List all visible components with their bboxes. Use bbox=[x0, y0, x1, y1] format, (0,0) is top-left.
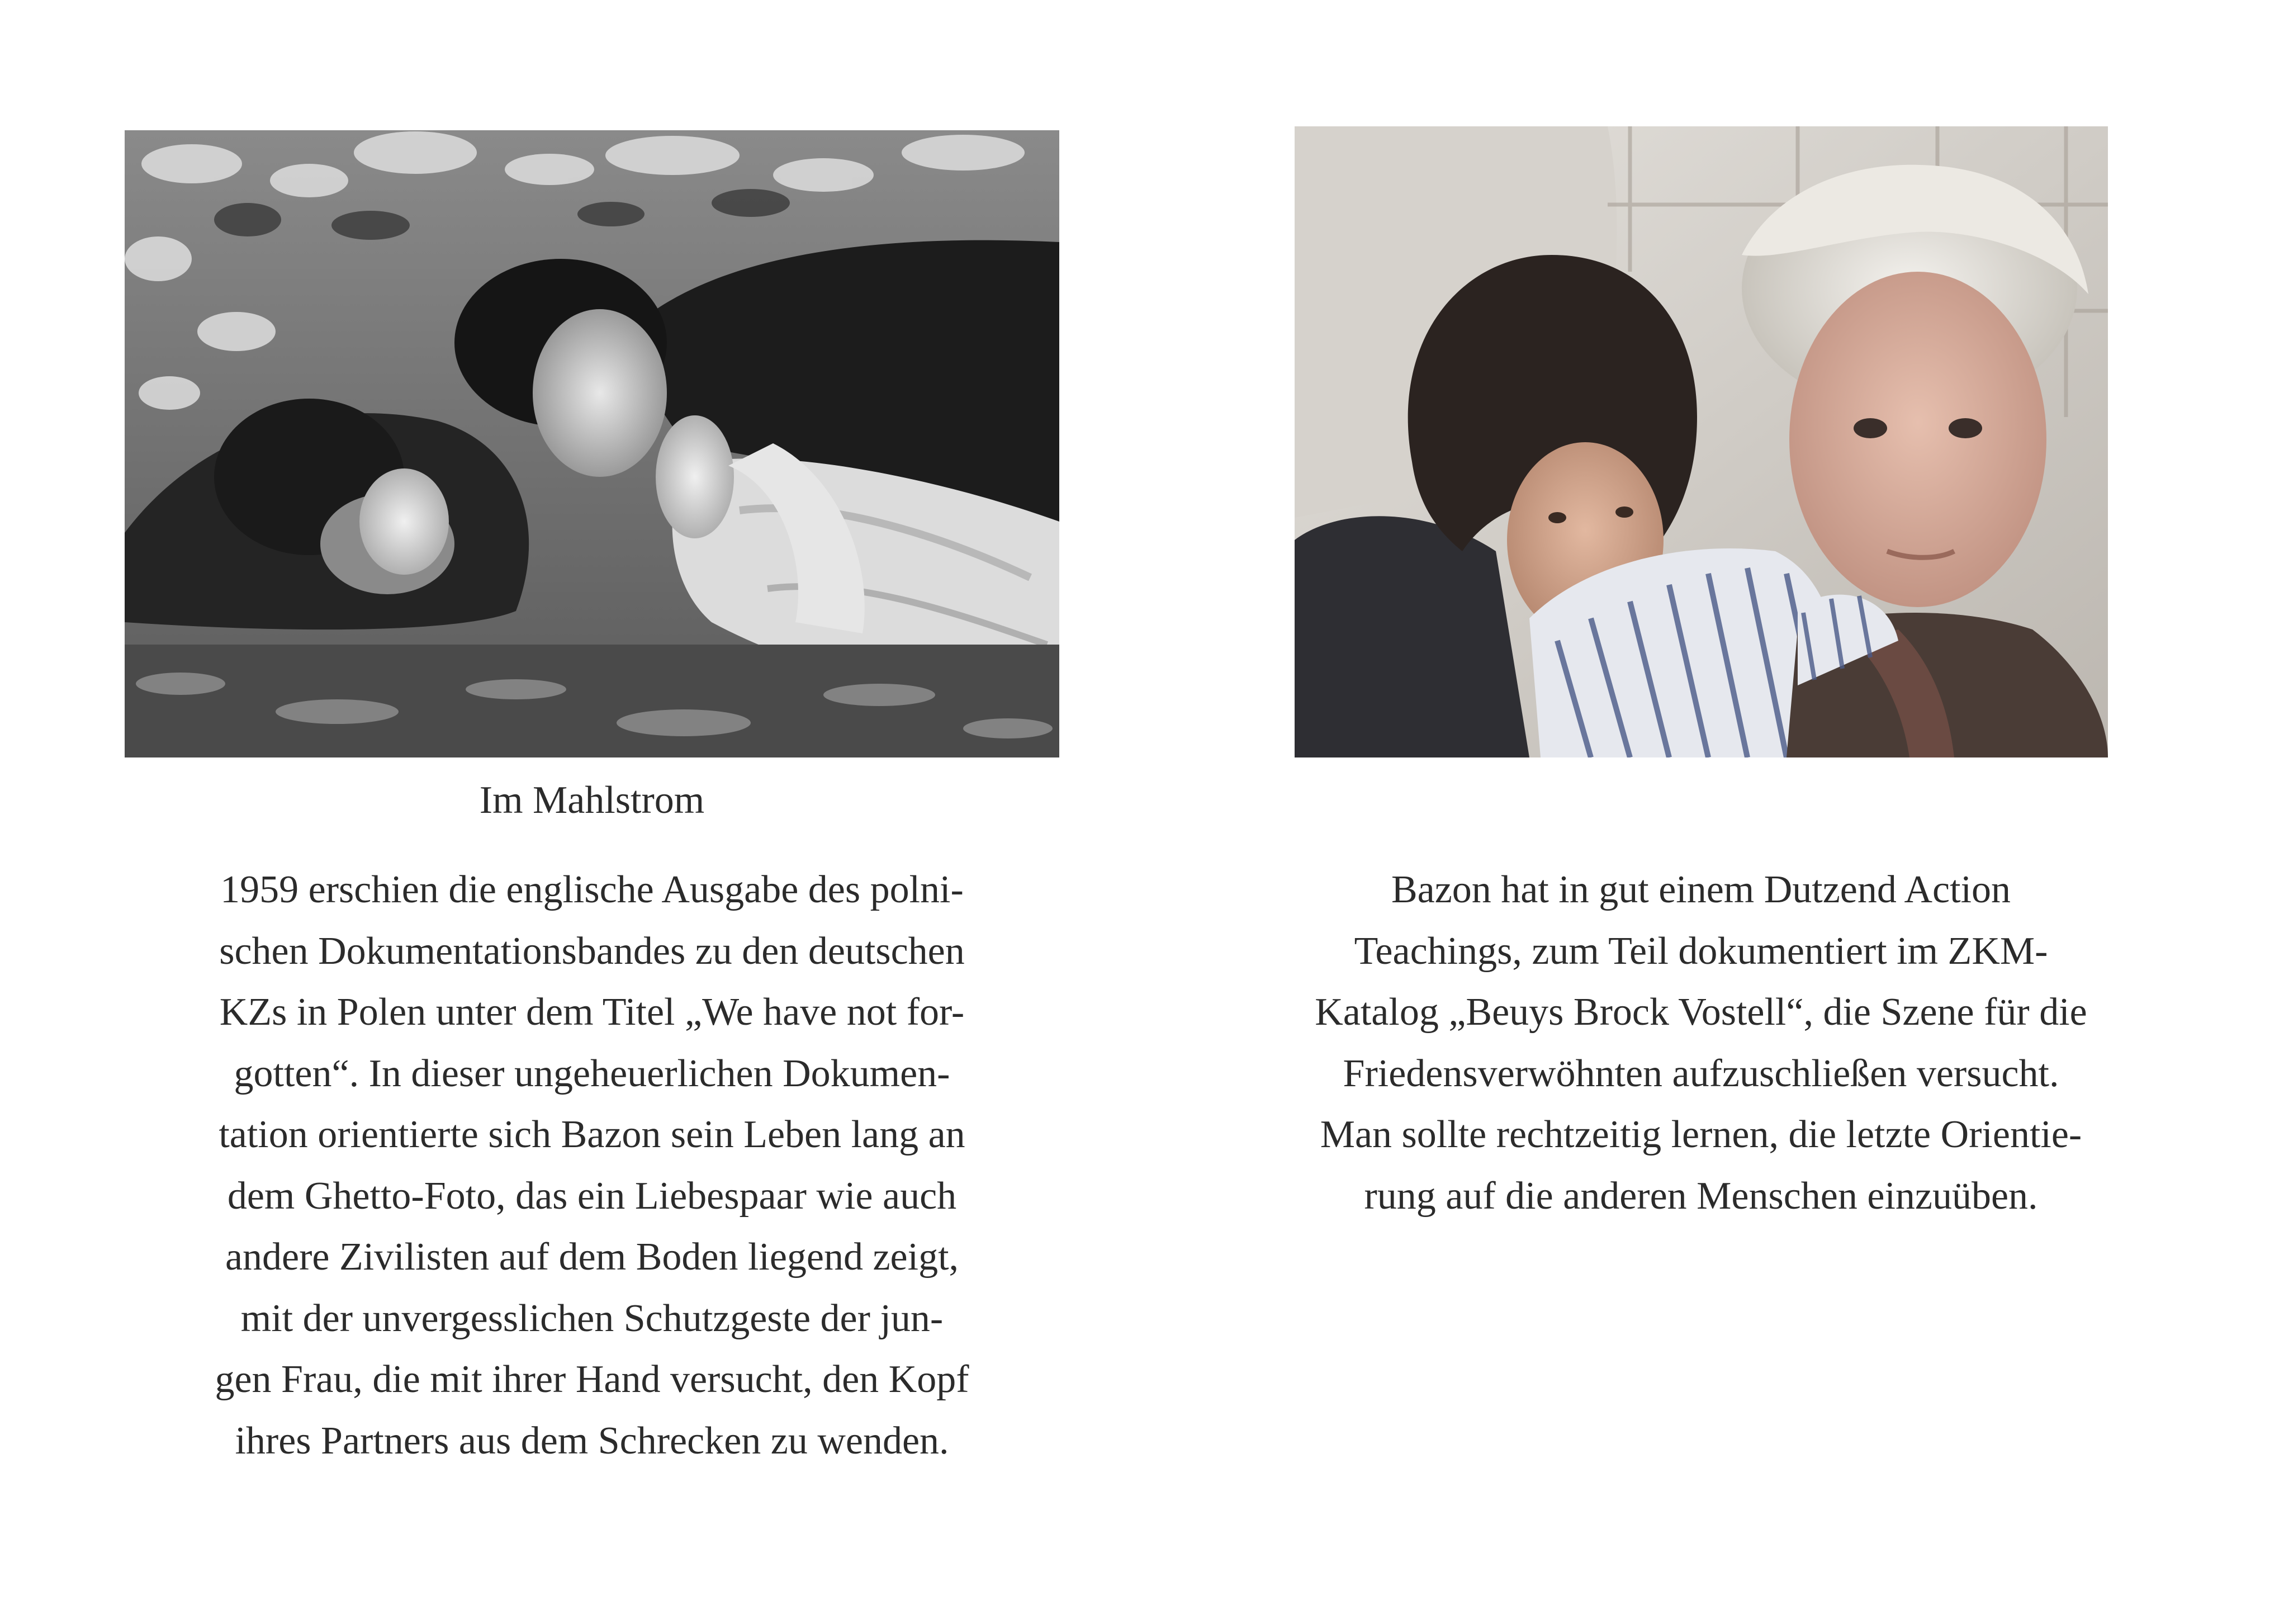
archival-photo-drawing bbox=[125, 130, 1059, 757]
left-paragraph bbox=[125, 859, 1059, 1471]
right-paragraph bbox=[1254, 859, 2148, 1227]
text-line: gen Frau, die mit ihrer Hand versucht, den Kopf bbox=[215, 1358, 969, 1401]
text-line: Teachings, zum Teil dokumentiert im ZKM- bbox=[1354, 929, 2048, 973]
text-line: rung auf die anderen Menschen einzuüben. bbox=[1364, 1174, 2038, 1218]
text-line: Man sollte rechtzeitig lernen, die letzte Orientie- bbox=[1320, 1113, 2082, 1156]
text-line: mit der unvergesslichen Schutzgeste der jun- bbox=[240, 1296, 944, 1340]
text-line: tation orientierte sich Bazon sein Leben lang an bbox=[219, 1113, 965, 1156]
text-line: ihres Partners aus dem Schrecken zu wenden. bbox=[235, 1419, 949, 1462]
text-line: andere Zivilisten auf dem Boden liegend zeigt, bbox=[225, 1235, 959, 1279]
text-line: KZs in Polen unter dem Titel „We have not for- bbox=[219, 991, 965, 1034]
text-line: Katalog „Beuys Brock Vostell“, die Szene für die bbox=[1315, 991, 2087, 1034]
photo-caption: Im Mahlstrom bbox=[479, 779, 705, 822]
text-line: schen Dokumentationsbandes zu den deutschen bbox=[219, 929, 965, 973]
text-line: gotten“. In dieser ungeheuerlichen Dokumen- bbox=[234, 1052, 950, 1095]
selfie-photo-bed bbox=[1295, 126, 2108, 757]
text-line: 1959 erschien die englische Ausgabe des polni- bbox=[220, 868, 964, 911]
selfie-photo-drawing bbox=[1295, 126, 2108, 757]
text-line: Friedensverwöhnten aufzuschließen versucht. bbox=[1343, 1052, 2059, 1095]
text-line: Bazon hat in gut einem Dutzend Action bbox=[1391, 868, 2011, 911]
archival-photo-couple bbox=[125, 130, 1059, 757]
text-line: dem Ghetto-Foto, das ein Liebespaar wie auch bbox=[227, 1174, 957, 1218]
